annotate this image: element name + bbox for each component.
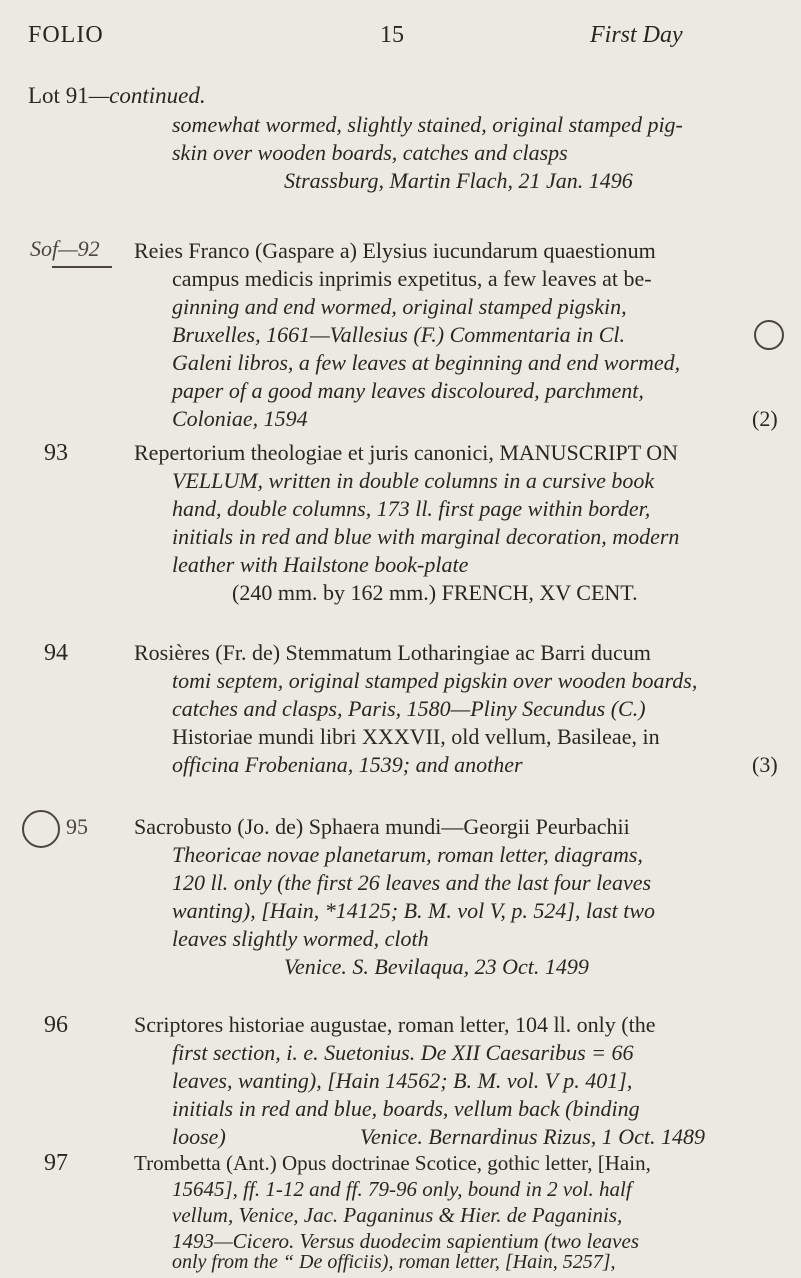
- entry95-line-5: leaves slightly wormed, cloth: [172, 926, 429, 951]
- entry94-line-1: Rosières (Fr. de) Stemmatum Lotharingiae ac Barri ducum: [134, 640, 651, 665]
- entry94-number: 94: [44, 640, 68, 666]
- entry96-line-4: initials in red and blue, boards, vellum back (binding: [172, 1096, 640, 1121]
- entry92-line-2-text: campus medicis inprimis expetitus, a few leaves at be-: [172, 266, 652, 291]
- entry96-line-3: leaves, wanting), [Hain 14562; B. M. vol. V p. 401],: [172, 1068, 633, 1093]
- entry97-line-4: 1493—Cicero. Versus duodecim sapientium (two leaves: [172, 1229, 639, 1253]
- margin-circle-annotation: [22, 810, 60, 848]
- entry92-line-7: Coloniae, 1594: [172, 406, 308, 431]
- entry95-line-3: 120 ll. only (the first 26 leaves and the last four leaves: [172, 870, 652, 895]
- entry97-line-5: only from the “ De officiis), roman letter, [Hain, 5257],: [172, 1251, 616, 1273]
- entry96-number: 96: [44, 1012, 68, 1038]
- entry95-line-1: Sacrobusto (Jo. de) Sphaera mundi—Georgii Peurbachii: [134, 814, 630, 839]
- entry92-line-6: paper of a good many leaves discoloured, parchment,: [172, 378, 644, 403]
- entry94-line-2: tomi septem, original stamped pigskin over wooden boards,: [172, 668, 698, 693]
- entry94-line-3: catches and clasps, Paris, 1580—Pliny Secundus (C.): [172, 696, 646, 721]
- entry92-line-4: Bruxelles, 1661—Vallesius (F.) Commentaria in Cl.: [172, 322, 626, 347]
- entry95-line-2: Theoricae novae planetarum, roman letter, diagrams,: [172, 842, 643, 867]
- lot-label: Lot: [28, 83, 60, 108]
- entry95-line-4: wanting), [Hain, *14125; B. M. vol V, p. 524], last two: [172, 898, 655, 923]
- annotation-underline: [52, 266, 112, 268]
- entry92-quantity: (2): [752, 406, 778, 431]
- entry93-number: 93: [44, 440, 68, 466]
- lot-heading: [28, 83, 206, 109]
- lot-number: 91: [65, 83, 89, 108]
- entry93-line-1: Repertorium theologiae et juris canonici, MANUSCRIPT ON: [134, 440, 679, 465]
- entry97-line-3: vellum, Venice, Jac. Paganinus & Hier. de Paganinis,: [172, 1203, 623, 1227]
- entry92-line-3: ginning and end wormed, original stamped pigskin,: [172, 294, 627, 319]
- entry93-line-6: (240 mm. by 162 mm.) FRENCH, XV CENT.: [232, 580, 638, 605]
- entry93-line-4: initials in red and blue with marginal decoration, modern: [172, 524, 680, 549]
- entry92-line-1: Reies Franco (Gaspare a) Elysius iucundarum quaestionum: [134, 238, 656, 263]
- entry97-line-1: Trombetta (Ant.) Opus doctrinae Scotice, gothic letter, [Hain,: [134, 1151, 651, 1175]
- entry97-line-2: 15645], ff. 1-12 and ff. 79-96 only, bound in 2 vol. half: [172, 1177, 632, 1201]
- lot-continued: —continued.: [88, 83, 206, 108]
- lot91-line-1: somewhat wormed, slightly stained, original stamped pig-: [172, 112, 683, 137]
- lot91-line-2: skin over wooden boards, catches and clasps: [172, 140, 568, 165]
- page-number: 15: [380, 22, 404, 48]
- entry94-quantity: (3): [752, 752, 778, 777]
- entry94-line-5: officina Frobeniana, 1539; and another: [172, 752, 523, 777]
- entry92-line-5: Galeni libros, a few leaves at beginning and end wormed,: [172, 350, 681, 375]
- entry96-line-1: Scriptores historiae augustae, roman letter, 104 ll. only (the: [134, 1012, 656, 1037]
- running-head-left: FOLIO: [28, 22, 104, 48]
- entry92-line-2: [172, 266, 652, 292]
- entry97-number: 97: [44, 1150, 68, 1176]
- running-head-right: First Day: [590, 22, 683, 48]
- margin-annotation-92: Sof—92: [30, 236, 100, 261]
- entry95-number: 95: [66, 814, 88, 839]
- entry93-line-3: hand, double columns, 173 ll. first page within border,: [172, 496, 651, 521]
- entry96-line-6: Venice. Bernardinus Rizus, 1 Oct. 1489: [360, 1124, 706, 1149]
- entry93-line-5: leather with Hailstone book-plate: [172, 552, 469, 577]
- entry96-line-5: loose): [172, 1124, 226, 1149]
- entry95-line-6: Venice. S. Bevilaqua, 23 Oct. 1499: [284, 954, 589, 979]
- entry96-line-2: first section, i. e. Suetonius. De XII Caesaribus = 66: [172, 1040, 634, 1065]
- entry93-line-2: VELLUM, written in double columns in a cursive book: [172, 468, 655, 493]
- lot91-line-3: Strassburg, Martin Flach, 21 Jan. 1496: [284, 168, 633, 193]
- entry94-line-4: Historiae mundi libri XXXVII, old vellum, Basileae, in: [172, 724, 660, 749]
- margin-circle-mark: [754, 320, 784, 350]
